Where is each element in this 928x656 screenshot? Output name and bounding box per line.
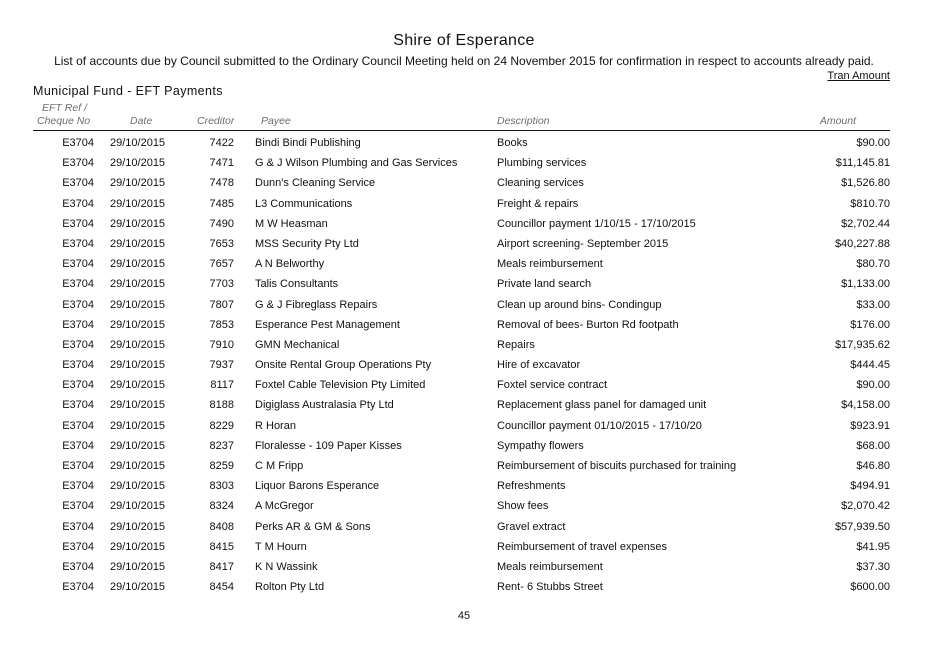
payee-cell: Dunn's Cleaning Service bbox=[255, 177, 376, 190]
table-row bbox=[0, 577, 928, 597]
date-cell: 29/10/2015 bbox=[110, 278, 166, 291]
payee-cell: MSS Security Pty Ltd bbox=[255, 237, 359, 250]
page-subtitle: List of accounts due by Council submitted to the Ordinary Council Meeting held on 24 November 2015 for confirmation in respect to accounts already paid. bbox=[54, 54, 874, 68]
date-cell: 29/10/2015 bbox=[110, 359, 166, 372]
date-cell: 29/10/2015 bbox=[110, 157, 166, 170]
payee-cell: M W Heasman bbox=[255, 217, 328, 230]
column-header-date: Date bbox=[130, 115, 153, 127]
description-cell: Airport screening- September 2015 bbox=[497, 237, 669, 250]
column-header-creditor: Creditor bbox=[197, 115, 235, 127]
description-cell: Gravel extract bbox=[497, 520, 566, 533]
description-cell: Refreshments bbox=[497, 480, 566, 493]
cheque-no-cell: E3704 bbox=[62, 278, 94, 291]
cheque-no-cell: E3704 bbox=[62, 520, 94, 533]
date-cell: 29/10/2015 bbox=[110, 217, 166, 230]
description-cell: Show fees bbox=[497, 500, 549, 513]
cheque-no-cell: E3704 bbox=[62, 197, 94, 210]
amount-cell: $68.00 bbox=[856, 439, 890, 452]
table-row bbox=[0, 194, 928, 214]
creditor-cell: 8188 bbox=[209, 399, 234, 412]
column-header-description: Description bbox=[497, 115, 550, 127]
amount-cell: $600.00 bbox=[850, 581, 890, 594]
amount-cell: $37.30 bbox=[856, 560, 890, 573]
description-cell: Clean up around bins- Condingup bbox=[497, 298, 662, 311]
description-cell: Reimbursement of travel expenses bbox=[497, 540, 667, 553]
date-cell: 29/10/2015 bbox=[110, 419, 166, 432]
cheque-no-cell: E3704 bbox=[62, 318, 94, 331]
table-row bbox=[0, 214, 928, 234]
cheque-no-cell: E3704 bbox=[62, 439, 94, 452]
cheque-no-cell: E3704 bbox=[62, 359, 94, 372]
payee-cell: K N Wassink bbox=[255, 560, 318, 573]
table-row bbox=[0, 153, 928, 173]
page-title: Shire of Esperance bbox=[393, 32, 535, 49]
payee-cell: Esperance Pest Management bbox=[255, 318, 400, 331]
amount-cell: $494.91 bbox=[850, 480, 890, 493]
payee-cell: Onsite Rental Group Operations Pty bbox=[255, 359, 432, 372]
table-row bbox=[0, 537, 928, 557]
table-row bbox=[0, 476, 928, 496]
creditor-cell: 7485 bbox=[209, 197, 234, 210]
creditor-cell: 8303 bbox=[209, 480, 234, 493]
amount-cell: $1,133.00 bbox=[841, 278, 890, 291]
description-cell: Removal of bees- Burton Rd footpath bbox=[497, 318, 679, 331]
amount-cell: $1,526.80 bbox=[841, 177, 890, 190]
date-cell: 29/10/2015 bbox=[110, 197, 166, 210]
description-cell: Foxtel service contract bbox=[497, 379, 608, 392]
cheque-no-cell: E3704 bbox=[62, 338, 94, 351]
description-cell: Repairs bbox=[497, 338, 535, 351]
description-cell: Meals reimbursement bbox=[497, 560, 603, 573]
creditor-cell: 8237 bbox=[209, 439, 234, 452]
amount-cell: $810.70 bbox=[850, 197, 890, 210]
payments-table-body bbox=[0, 133, 928, 597]
cheque-no-cell: E3704 bbox=[62, 217, 94, 230]
amount-cell: $2,702.44 bbox=[841, 217, 890, 230]
creditor-cell: 7937 bbox=[209, 359, 234, 372]
creditor-cell: 8324 bbox=[209, 500, 234, 513]
amount-cell: $90.00 bbox=[856, 137, 890, 149]
creditor-cell: 7703 bbox=[209, 278, 234, 291]
date-cell: 29/10/2015 bbox=[110, 137, 166, 149]
date-cell: 29/10/2015 bbox=[110, 318, 166, 331]
amount-cell: $80.70 bbox=[856, 258, 890, 271]
amount-cell: $176.00 bbox=[850, 318, 890, 331]
payee-cell: T M Hourn bbox=[255, 540, 307, 553]
amount-cell: $90.00 bbox=[856, 379, 890, 392]
description-cell: Meals reimbursement bbox=[497, 258, 603, 271]
cheque-no-cell: E3704 bbox=[62, 137, 94, 149]
table-row bbox=[0, 557, 928, 577]
table-row bbox=[0, 335, 928, 355]
description-cell: Hire of excavator bbox=[497, 359, 581, 372]
creditor-cell: 8415 bbox=[209, 540, 234, 553]
cheque-no-cell: E3704 bbox=[62, 157, 94, 170]
payee-cell: Perks AR & GM & Sons bbox=[255, 520, 371, 533]
table-row bbox=[0, 355, 928, 375]
cheque-no-cell: E3704 bbox=[62, 399, 94, 412]
table-row bbox=[0, 173, 928, 193]
cheque-no-cell: E3704 bbox=[62, 581, 94, 594]
creditor-cell: 8259 bbox=[209, 460, 234, 472]
table-row bbox=[0, 295, 928, 315]
date-cell: 29/10/2015 bbox=[110, 560, 166, 573]
tran-amount-label: Tran Amount bbox=[827, 70, 890, 82]
amount-cell: $11,145.81 bbox=[835, 157, 890, 170]
date-cell: 29/10/2015 bbox=[110, 581, 166, 594]
date-cell: 29/10/2015 bbox=[110, 379, 166, 392]
payee-cell: A N Belworthy bbox=[255, 258, 325, 271]
cheque-no-cell: E3704 bbox=[62, 480, 94, 493]
amount-cell: $4,158.00 bbox=[841, 399, 890, 412]
date-cell: 29/10/2015 bbox=[110, 480, 166, 493]
creditor-cell: 7422 bbox=[209, 137, 234, 149]
creditor-cell: 7653 bbox=[209, 237, 234, 250]
header-divider bbox=[33, 130, 890, 131]
table-row bbox=[0, 315, 928, 335]
amount-cell: $444.45 bbox=[850, 359, 890, 372]
date-cell: 29/10/2015 bbox=[110, 258, 166, 271]
cheque-no-cell: E3704 bbox=[62, 500, 94, 513]
cheque-no-cell: E3704 bbox=[62, 540, 94, 553]
date-cell: 29/10/2015 bbox=[110, 298, 166, 311]
amount-cell: $923.91 bbox=[850, 419, 890, 432]
amount-cell: $41.95 bbox=[856, 540, 890, 553]
page-number: 45 bbox=[457, 610, 471, 622]
cheque-no-cell: E3704 bbox=[62, 419, 94, 432]
date-cell: 29/10/2015 bbox=[110, 439, 166, 452]
table-row bbox=[0, 456, 928, 476]
date-cell: 29/10/2015 bbox=[110, 520, 166, 533]
description-cell: Plumbing services bbox=[497, 157, 587, 170]
creditor-cell: 7853 bbox=[209, 318, 234, 331]
description-cell: Replacement glass panel for damaged unit bbox=[497, 399, 707, 412]
cheque-no-cell: E3704 bbox=[62, 298, 94, 311]
table-row bbox=[0, 254, 928, 274]
description-cell: Freight & repairs bbox=[497, 197, 579, 210]
payee-cell: L3 Communications bbox=[255, 197, 353, 210]
cheque-no-cell: E3704 bbox=[62, 177, 94, 190]
description-cell: Rent- 6 Stubbs Street bbox=[497, 581, 603, 594]
description-cell: Sympathy flowers bbox=[497, 439, 584, 452]
cheque-no-cell: E3704 bbox=[62, 460, 94, 472]
payee-cell: G & J Fibreglass Repairs bbox=[255, 298, 378, 311]
creditor-cell: 8229 bbox=[209, 419, 234, 432]
table-row bbox=[0, 416, 928, 436]
creditor-cell: 7657 bbox=[209, 258, 234, 271]
amount-cell: $33.00 bbox=[856, 298, 890, 311]
cheque-no-cell: E3704 bbox=[62, 379, 94, 392]
payee-cell: A McGregor bbox=[255, 500, 314, 513]
payee-cell: Talis Consultants bbox=[255, 278, 339, 291]
cheque-no-cell: E3704 bbox=[62, 560, 94, 573]
table-row bbox=[0, 375, 928, 395]
table-row bbox=[0, 517, 928, 537]
description-cell: Books bbox=[497, 137, 528, 149]
table-row bbox=[0, 436, 928, 456]
creditor-cell: 8454 bbox=[209, 581, 234, 594]
creditor-cell: 8417 bbox=[209, 560, 234, 573]
date-cell: 29/10/2015 bbox=[110, 399, 166, 412]
payee-cell: Rolton Pty Ltd bbox=[255, 581, 325, 594]
table-row bbox=[0, 496, 928, 516]
creditor-cell: 7490 bbox=[209, 217, 234, 230]
creditor-cell: 7471 bbox=[209, 157, 234, 170]
description-cell: Councillor payment 01/10/2015 - 17/10/20 bbox=[497, 419, 702, 432]
payee-cell: Foxtel Cable Television Pty Limited bbox=[255, 379, 426, 392]
column-header-amount: Amount bbox=[819, 115, 856, 127]
creditor-cell: 8117 bbox=[210, 379, 234, 392]
creditor-cell: 7807 bbox=[209, 298, 234, 311]
payee-cell: Digiglass Australasia Pty Ltd bbox=[255, 399, 394, 412]
date-cell: 29/10/2015 bbox=[110, 237, 166, 250]
payee-cell: Liquor Barons Esperance bbox=[255, 480, 380, 493]
payee-cell: R Horan bbox=[255, 419, 296, 432]
description-cell: Reimbursement of biscuits purchased for training bbox=[497, 460, 737, 472]
payee-cell: Bindi Bindi Publishing bbox=[255, 137, 361, 149]
creditor-cell: 7910 bbox=[209, 338, 234, 351]
payee-cell: GMN Mechanical bbox=[255, 338, 340, 351]
column-header-payee: Payee bbox=[261, 115, 291, 127]
payee-cell: G & J Wilson Plumbing and Gas Services bbox=[255, 157, 458, 170]
date-cell: 29/10/2015 bbox=[110, 460, 166, 472]
amount-cell: $17,935.62 bbox=[834, 338, 890, 351]
cheque-no-cell: E3704 bbox=[62, 258, 94, 271]
payee-cell: C M Fripp bbox=[255, 460, 304, 472]
section-heading: Municipal Fund - EFT Payments bbox=[33, 84, 223, 98]
table-row bbox=[0, 133, 928, 153]
amount-cell: $2,070.42 bbox=[841, 500, 890, 513]
table-row bbox=[0, 234, 928, 254]
column-header-ref-line2: Cheque No bbox=[37, 115, 91, 127]
cheque-no-cell: E3704 bbox=[62, 237, 94, 250]
date-cell: 29/10/2015 bbox=[110, 338, 166, 351]
description-cell: Councillor payment 1/10/15 - 17/10/2015 bbox=[497, 217, 696, 230]
amount-cell: $40,227.88 bbox=[834, 237, 890, 250]
creditor-cell: 7478 bbox=[209, 177, 234, 190]
amount-cell: $46.80 bbox=[856, 460, 890, 472]
date-cell: 29/10/2015 bbox=[110, 540, 166, 553]
table-row bbox=[0, 274, 928, 294]
description-cell: Cleaning services bbox=[497, 177, 584, 190]
table-row bbox=[0, 395, 928, 415]
date-cell: 29/10/2015 bbox=[110, 177, 166, 190]
amount-cell: $57,939.50 bbox=[834, 520, 890, 533]
description-cell: Private land search bbox=[497, 278, 592, 291]
creditor-cell: 8408 bbox=[209, 520, 234, 533]
date-cell: 29/10/2015 bbox=[110, 500, 166, 513]
column-header-ref-line1: EFT Ref / bbox=[42, 102, 87, 114]
payee-cell: Floralesse - 109 Paper Kisses bbox=[255, 439, 402, 452]
